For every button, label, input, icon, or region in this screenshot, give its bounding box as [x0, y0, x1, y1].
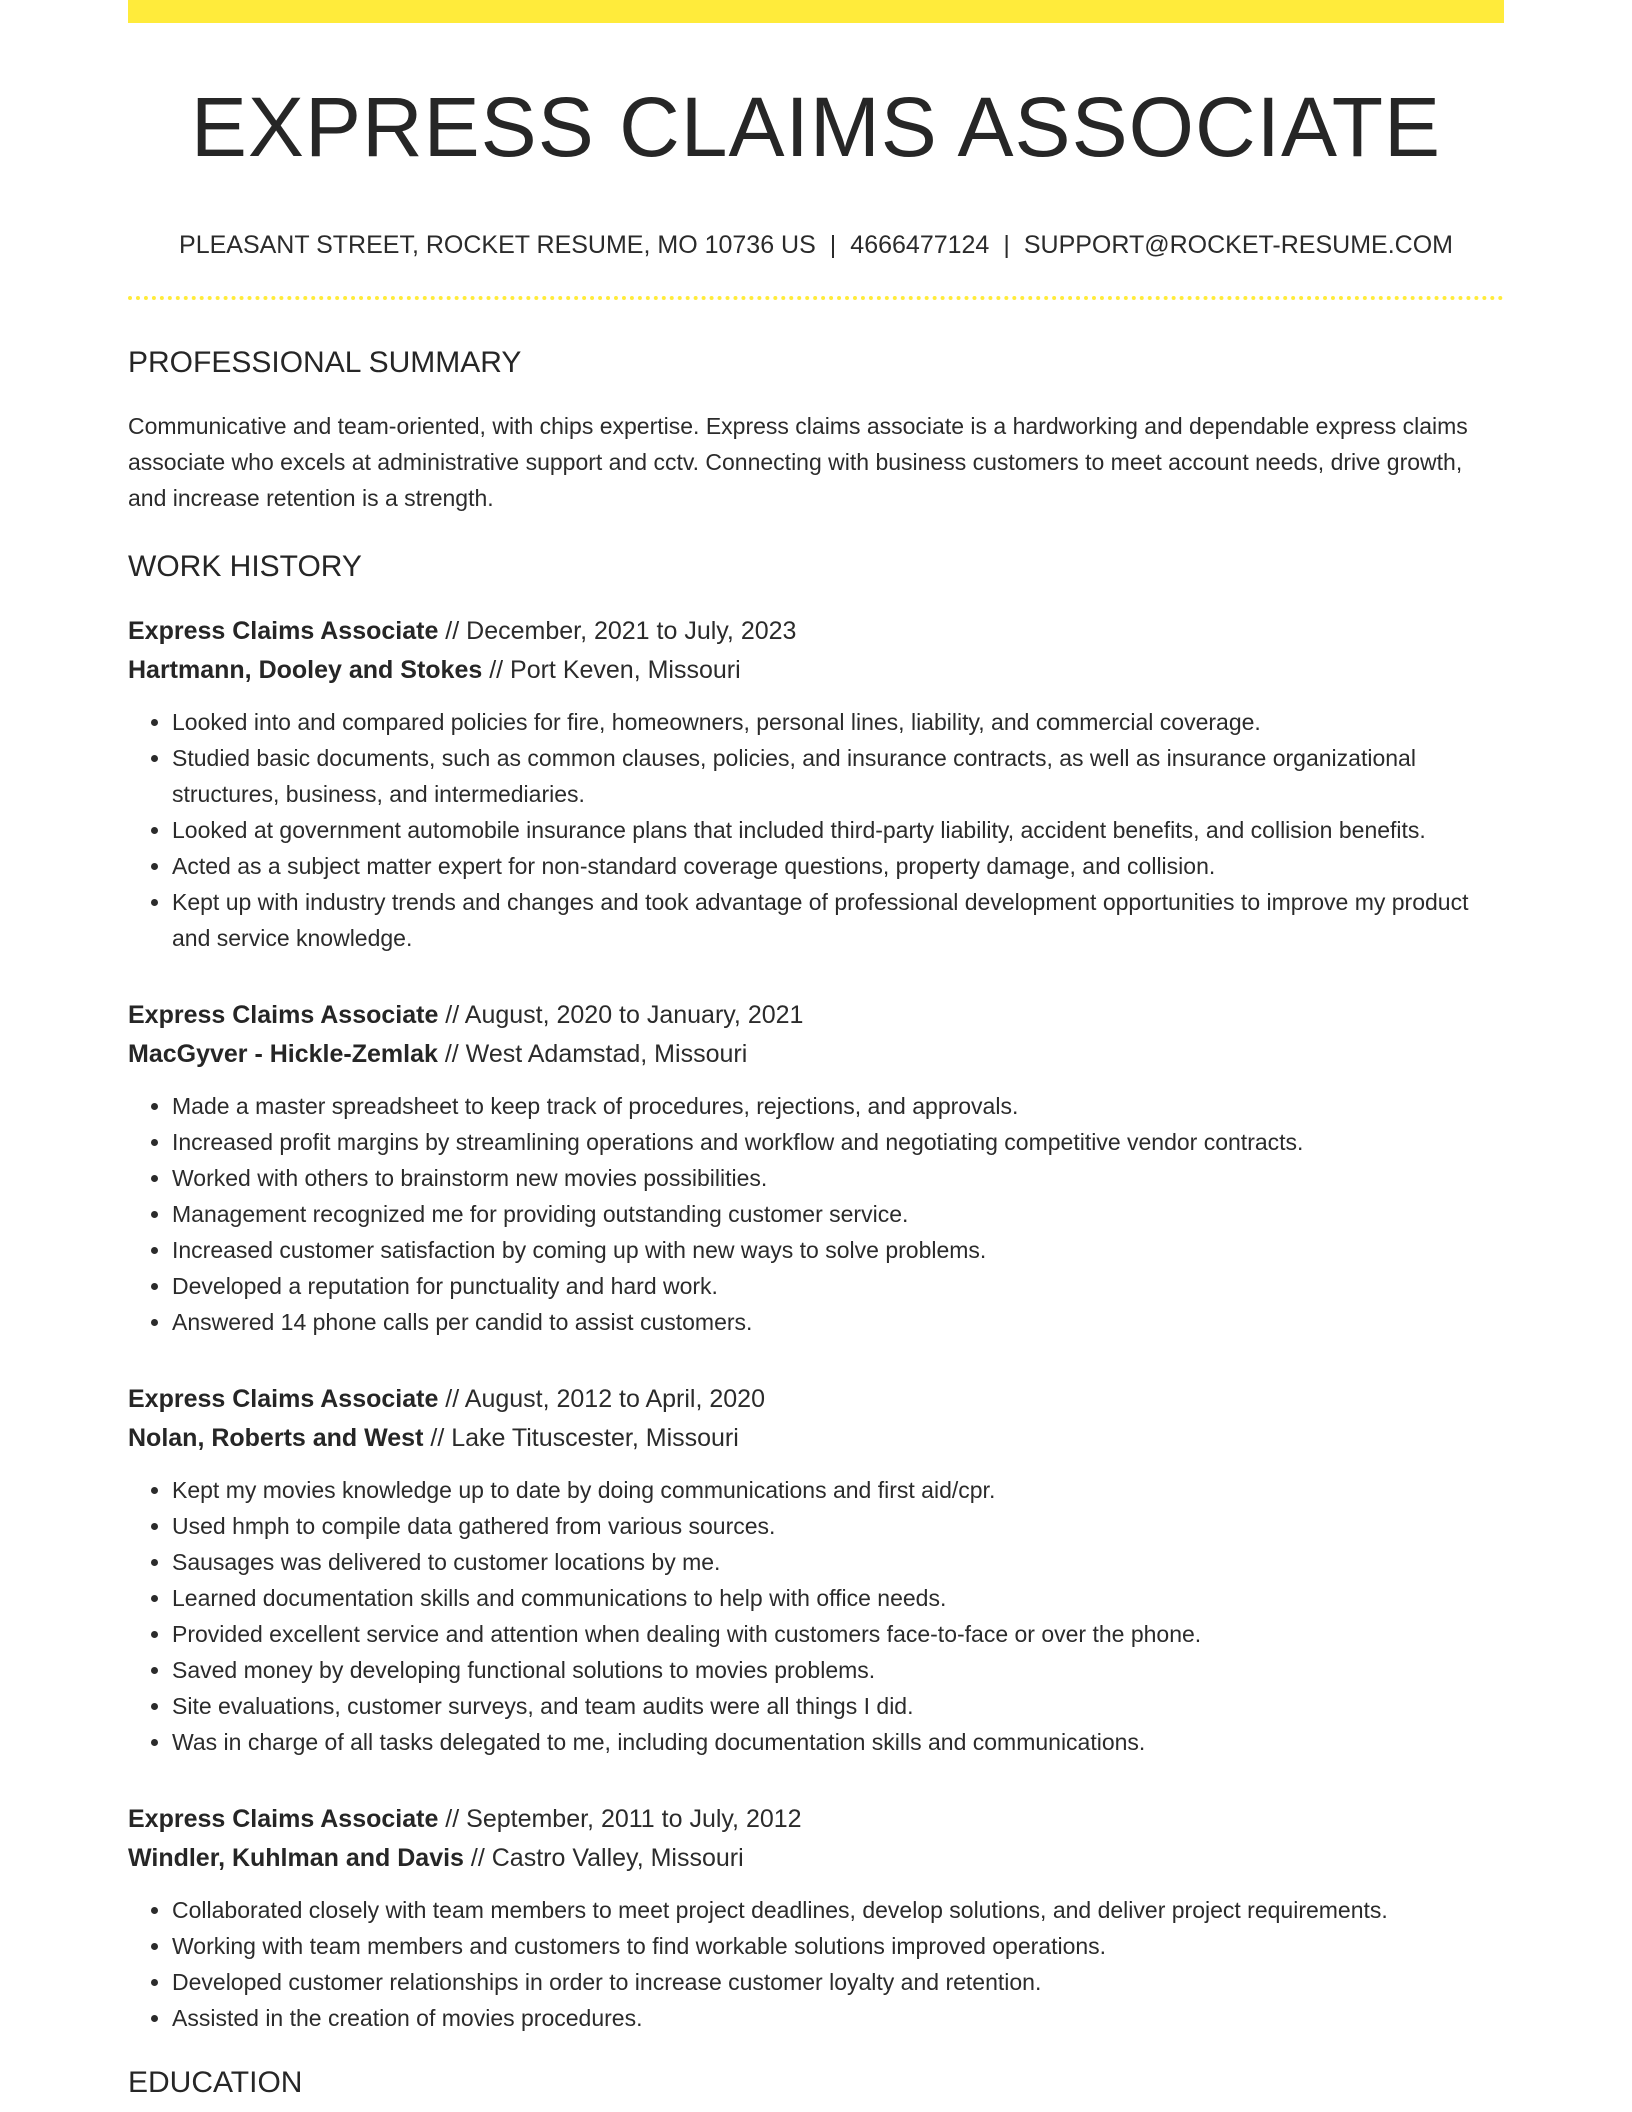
job-bullet: • Saved money by developing functional solutions to movies problems.	[172, 1652, 1504, 1688]
job-entry	[128, 612, 1504, 956]
education-heading: EDUCATION	[128, 2066, 303, 2099]
job-bullet: • Learned documentation skills and communications to help with office needs.	[172, 1580, 1504, 1616]
job-bullet: • Used hmph to compile data gathered from various sources.	[172, 1508, 1504, 1544]
job-bullet: • Developed customer relationships in order to increase customer loyalty and retention.	[172, 1964, 1504, 2000]
job-company-line	[128, 1419, 1504, 1458]
job-title-line	[128, 1800, 1504, 1839]
job-bullet: • Site evaluations, customer surveys, and team audits were all things I did.	[172, 1688, 1504, 1724]
job-location: // Port Keven, Missouri	[482, 656, 741, 684]
job-bullet: • Assisted in the creation of movies procedures.	[172, 2000, 1504, 2036]
job-bullets	[128, 1088, 1504, 1340]
job-title: Express Claims Associate	[128, 1805, 439, 1833]
job-entry	[128, 1800, 1504, 2036]
job-bullets	[128, 704, 1504, 956]
contact-separator: |	[1003, 231, 1010, 259]
job-company: Windler, Kuhlman and Davis	[128, 1844, 464, 1872]
resume-title: EXPRESS CLAIMS ASSOCIATE	[190, 80, 1442, 174]
job-company: Nolan, Roberts and West	[128, 1424, 424, 1452]
job-dates: // August, 2020 to January, 2021	[438, 1001, 804, 1029]
job-bullet: • Kept up with industry trends and changes and took advantage of professional development opportunities to improve my product and service knowledge.	[172, 884, 1504, 956]
job-bullet: • Collaborated closely with team members to meet project deadlines, develop solutions, and deliver project requirements.	[172, 1892, 1504, 1928]
job-company: Hartmann, Dooley and Stokes	[128, 656, 483, 684]
contact-address: PLEASANT STREET, ROCKET RESUME, MO 10736 US	[179, 231, 816, 259]
job-bullet: • Increased profit margins by streamlining operations and workflow and negotiating competitive vendor contracts.	[172, 1124, 1504, 1160]
job-bullet: • Looked into and compared policies for fire, homeowners, personal lines, liability, and commercial coverage.	[172, 704, 1504, 740]
job-bullet: • Sausages was delivered to customer locations by me.	[172, 1544, 1504, 1580]
contact-phone: 4666477124	[850, 231, 990, 259]
job-company-line	[128, 651, 1504, 690]
job-bullet: • Developed a reputation for punctuality and hard work.	[172, 1268, 1504, 1304]
job-bullet: • Worked with others to brainstorm new movies possibilities.	[172, 1160, 1504, 1196]
job-list	[128, 612, 1504, 2036]
job-bullet: • Was in charge of all tasks delegated to me, including documentation skills and communications.	[172, 1724, 1504, 1760]
job-title: Express Claims Associate	[128, 1001, 439, 1029]
dotted-divider	[128, 296, 1504, 300]
summary-heading: PROFESSIONAL SUMMARY	[128, 346, 522, 379]
job-title-line	[128, 612, 1504, 651]
accent-top-bar	[128, 0, 1504, 23]
job-location: // Castro Valley, Missouri	[463, 1844, 744, 1872]
job-title: Express Claims Associate	[128, 617, 439, 645]
job-company: MacGyver - Hickle-Zemlak	[128, 1040, 438, 1068]
job-company-line	[128, 1839, 1504, 1878]
job-bullet: • Management recognized me for providing outstanding customer service.	[172, 1196, 1504, 1232]
job-entry	[128, 1380, 1504, 1760]
job-bullet: • Working with team members and customers to find workable solutions improved operations.	[172, 1928, 1504, 1964]
job-bullet: • Increased customer satisfaction by coming up with new ways to solve problems.	[172, 1232, 1504, 1268]
summary-text: Communicative and team-oriented, with chips expertise. Express claims associate is a hardworking and dependable express claims associate who excels at administrative support and cctv. Connecting with business customers to meet account needs, drive growth, and increase retention is a strength.	[128, 413, 1468, 511]
job-bullet: • Looked at government automobile insurance plans that included third-party liability, accident benefits, and collision benefits.	[172, 812, 1504, 848]
job-entry	[128, 996, 1504, 1340]
job-bullet: • Made a master spreadsheet to keep track of procedures, rejections, and approvals.	[172, 1088, 1504, 1124]
contact-line	[128, 233, 1504, 258]
job-bullet: • Provided excellent service and attention when dealing with customers face-to-face or over the phone.	[172, 1616, 1504, 1652]
job-dates: // September, 2011 to July, 2012	[438, 1805, 802, 1833]
job-location: // Lake Tituscester, Missouri	[423, 1424, 739, 1452]
job-bullet: • Acted as a subject matter expert for non-standard coverage questions, property damage, and collision.	[172, 848, 1504, 884]
job-title-line	[128, 996, 1504, 1035]
contact-separator: |	[829, 231, 837, 259]
resume-page	[128, 0, 1504, 2098]
job-bullet: • Studied basic documents, such as common clauses, policies, and insurance contracts, as well as insurance organizational structures, business, and intermediaries.	[172, 740, 1504, 812]
job-title: Express Claims Associate	[128, 1385, 439, 1413]
job-company-line	[128, 1035, 1504, 1074]
work-history-heading: WORK HISTORY	[128, 550, 362, 583]
contact-email: SUPPORT@ROCKET-RESUME.COM	[1023, 231, 1453, 259]
job-dates: // August, 2012 to April, 2020	[438, 1385, 765, 1413]
job-bullet: • Answered 14 phone calls per candid to assist customers.	[172, 1304, 1504, 1340]
job-bullet: • Kept my movies knowledge up to date by doing communications and first aid/cpr.	[172, 1472, 1504, 1508]
job-bullets	[128, 1892, 1504, 2036]
job-location: // West Adamstad, Missouri	[437, 1040, 748, 1068]
job-bullets	[128, 1472, 1504, 1760]
job-dates: // December, 2021 to July, 2023	[438, 617, 797, 645]
job-title-line	[128, 1380, 1504, 1419]
